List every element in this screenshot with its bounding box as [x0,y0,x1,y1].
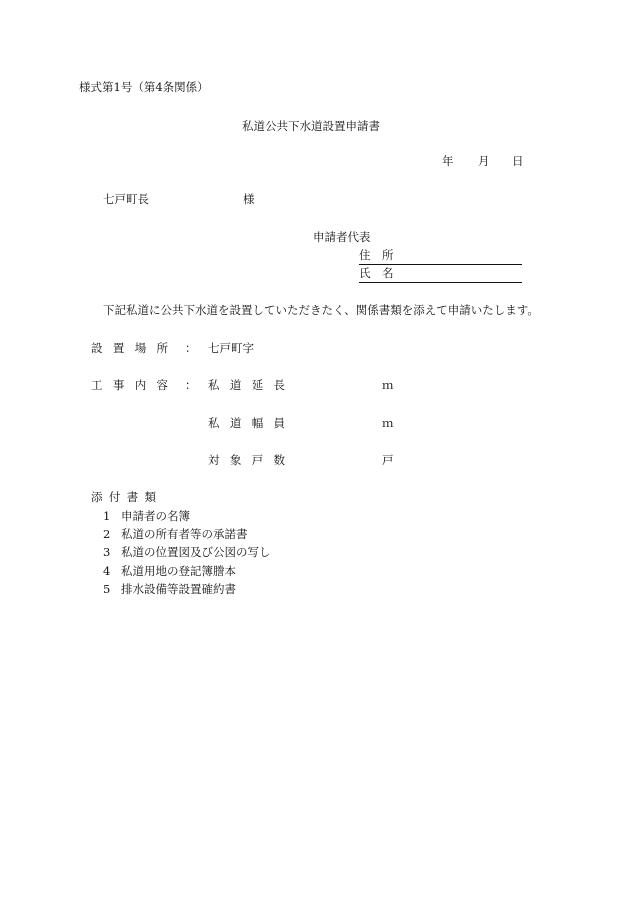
attachment-number: 4 [103,564,111,578]
date-year-label: 年 [442,154,454,168]
attachment-text: 申請者の名簿 [121,509,190,523]
attachment-number: 5 [103,582,111,596]
date-day-label: 日 [512,154,524,168]
name-field[interactable] [359,282,522,283]
road-length-unit: ｍ [382,378,394,392]
location-value: 七戸町字 [208,341,254,355]
honorific: 様 [243,192,255,206]
body-text: 下記私道に公共下水道を設置していただきたく、関係書類を添えて申請いたします。 [103,303,539,317]
road-width-unit: ｍ [382,416,394,430]
location-label: 設置場所 [91,341,179,355]
document-title: 私道公共下水道設置申請書 [242,119,380,133]
form-number: 様式第1号（第4条関係） [79,80,209,94]
attachment-text: 私道の所有者等の承諾書 [121,527,248,541]
addressee: 七戸町長 [103,192,149,206]
construction-label: 工事内容 [91,378,179,392]
applicant-heading: 申請者代表 [313,230,371,244]
attachment-text: 私道の位置図及び公図の写し [121,545,271,559]
households-label: 対象戸数 [208,453,296,467]
attachment-text: 排水設備等設置確約書 [121,582,236,596]
households-unit: 戸 [382,453,394,467]
attachment-number: 1 [103,509,111,523]
location-colon: ： [185,341,197,355]
road-length-label: 私道延長 [208,378,296,392]
address-field[interactable] [359,264,522,265]
name-label: 氏 名 [359,266,394,280]
road-width-label: 私道幅員 [208,416,296,430]
date-month-label: 月 [478,154,490,168]
attachment-number: 3 [103,545,111,559]
address-label: 住 所 [359,248,394,262]
attachment-number: 2 [103,527,111,541]
attachment-text: 私道用地の登記簿謄本 [121,564,236,578]
attachments-heading: 添付書類 [91,490,163,504]
construction-colon: ： [185,378,197,392]
